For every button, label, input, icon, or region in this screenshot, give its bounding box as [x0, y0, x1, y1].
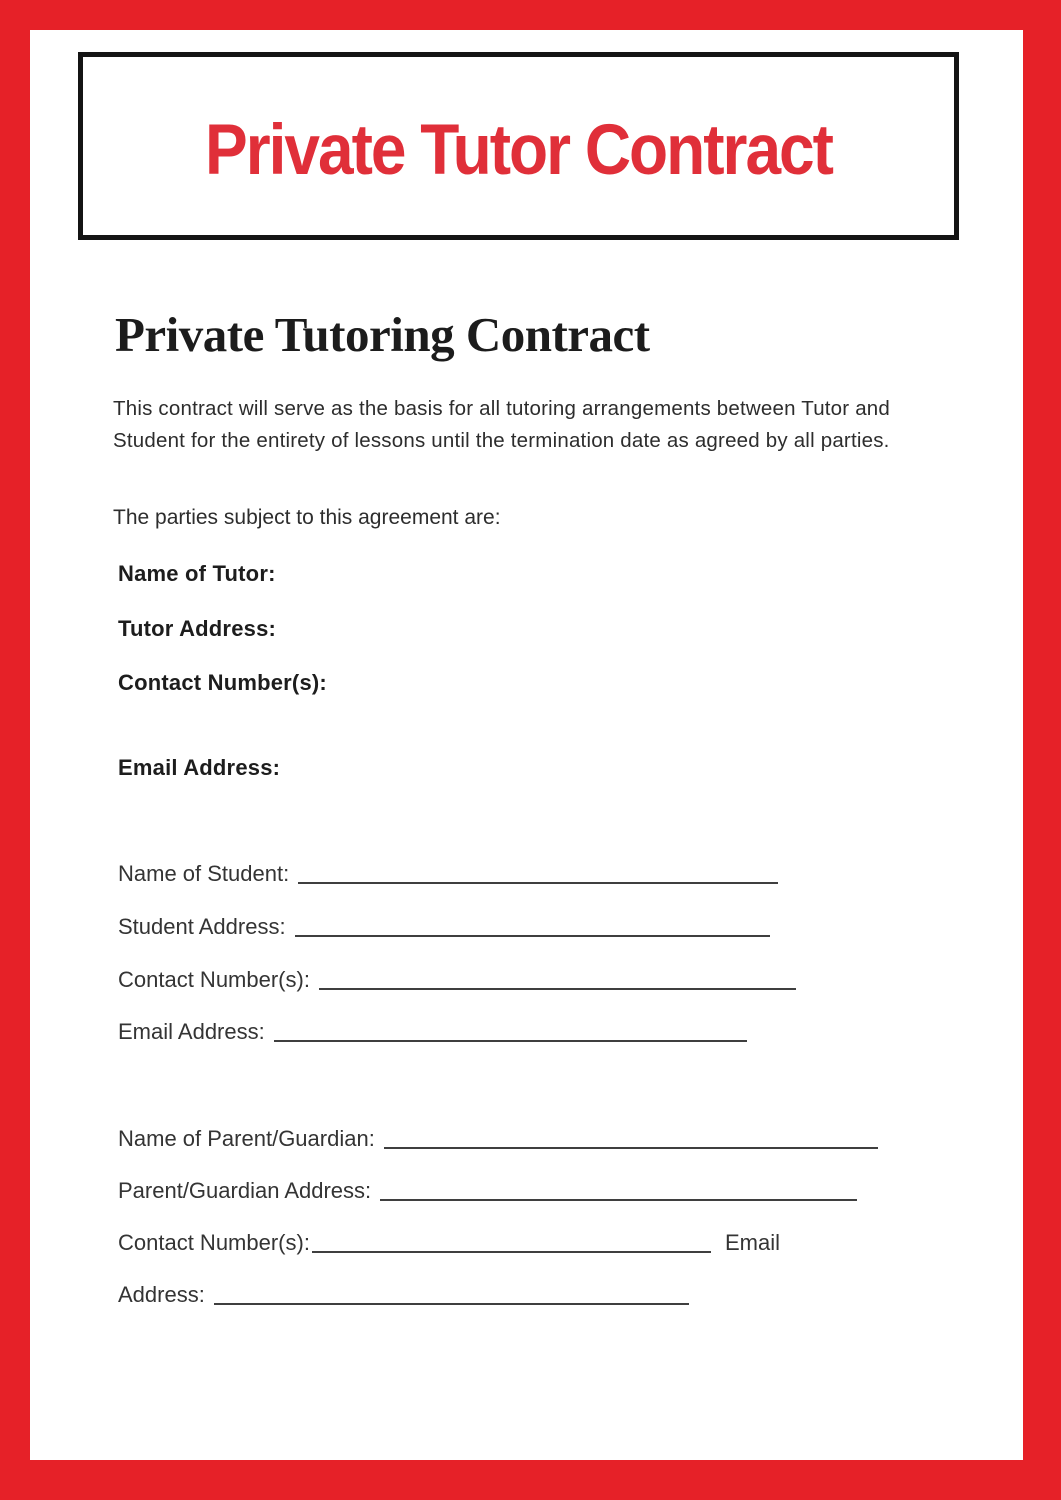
field-label-guardian-email-word: Email: [724, 1230, 780, 1255]
contract-page: [30, 30, 1023, 1460]
guardian-address-blank[interactable]: [380, 1199, 857, 1201]
student-email-address-blank[interactable]: [274, 1040, 747, 1042]
banner-title: Private Tutor Contract: [205, 109, 832, 190]
intro-paragraph: This contract will serve as the basis for all tutoring arrangements between Tutor and Student for the entirety of lessons until the termination date as agreed by all parties.: [113, 397, 891, 452]
guardian-contact-numbers-blank[interactable]: [312, 1251, 711, 1253]
guardian-name-blank[interactable]: [384, 1147, 878, 1149]
label-tutor-email-address: Email Address:: [118, 755, 281, 780]
label-name-of-tutor: Name of Tutor:: [118, 561, 276, 586]
row-guardian-name: [118, 1126, 878, 1152]
row-guardian-address: [118, 1178, 857, 1204]
row-guardian-email-address: [118, 1282, 689, 1308]
field-label-guardian-name: Name of Parent/Guardian:: [118, 1126, 375, 1151]
student-contact-numbers-blank[interactable]: [319, 988, 796, 990]
field-label-student-contact-numbers: Contact Number(s):: [118, 967, 310, 992]
field-label-guardian-contact-numbers: Contact Number(s):: [118, 1230, 310, 1255]
parties-line: The parties subject to this agreement are:: [113, 506, 501, 529]
field-label-guardian-address: Parent/Guardian Address:: [118, 1178, 372, 1203]
field-label-guardian-address-word: Address:: [118, 1282, 205, 1307]
field-label-student-name: Name of Student:: [118, 861, 290, 886]
student-name-blank[interactable]: [298, 882, 778, 884]
student-address-blank[interactable]: [295, 935, 770, 937]
row-student-address: [118, 914, 770, 940]
label-tutor-contact-numbers: Contact Number(s):: [118, 670, 327, 695]
row-guardian-contact-numbers: [118, 1230, 780, 1256]
row-student-name: [118, 861, 778, 887]
field-label-student-email-address: Email Address:: [118, 1019, 265, 1044]
title-banner-box: [78, 52, 959, 240]
row-student-contact-numbers: [118, 967, 796, 993]
row-student-email-address: [118, 1019, 747, 1045]
guardian-email-address-blank[interactable]: [214, 1303, 689, 1305]
document-heading: Private Tutoring Contract: [115, 307, 650, 362]
field-label-student-address: Student Address:: [118, 914, 286, 939]
label-tutor-address: Tutor Address:: [118, 616, 277, 641]
